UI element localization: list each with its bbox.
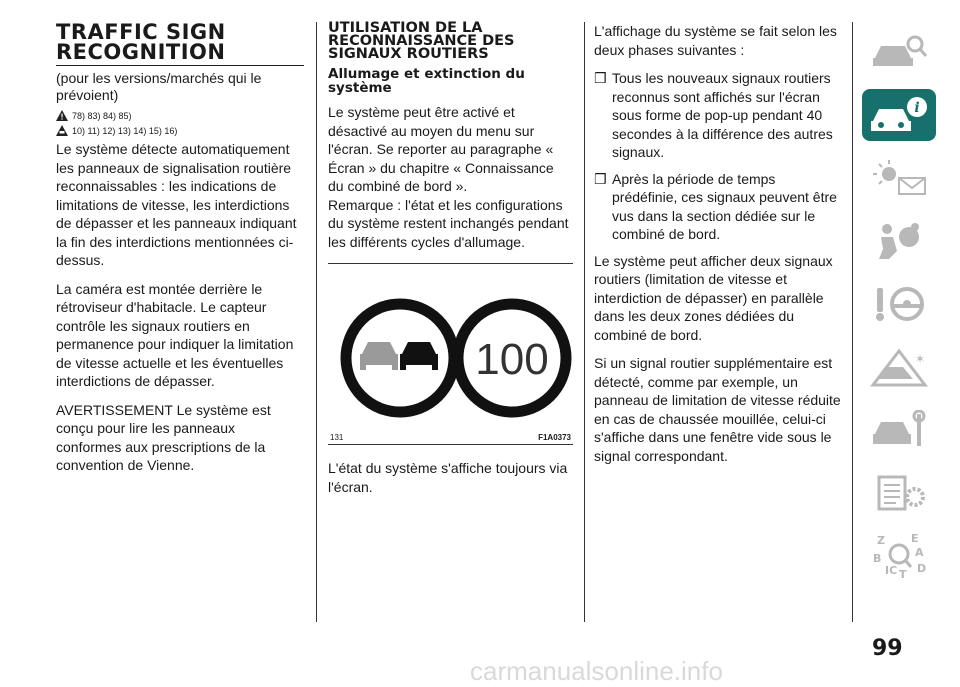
tab-emergency[interactable]	[862, 341, 936, 393]
paragraph: Le système peut être activé et désactivé au moyen du menu sur l'écran. Se reporter au paragraphe « Écran » du chapitre « Connaissance du combiné de bord ».	[328, 104, 554, 194]
tab-car-info[interactable]	[862, 89, 936, 141]
emergency-icon	[869, 347, 929, 387]
steering-icon	[869, 284, 929, 324]
figure-number: 131	[330, 433, 344, 442]
tab-specs[interactable]	[862, 467, 936, 519]
specs-icon	[869, 473, 929, 513]
paragraph: Le système détecte automatiquement les panneaux de signalisation routière reconnaissables : les indications de limitations de vitesse, les interdictions de dépasser et les panneaux indiquant la fin des interdictions mentionnées ci-dessus.	[56, 141, 297, 268]
svg-text:i: i	[914, 100, 920, 116]
section-title: UTILISATION DE LA RECONNAISSANCE DES SIGNAUX ROUTIERS	[328, 20, 515, 62]
speed-limit-value: 100	[475, 335, 549, 384]
page-number: 99	[872, 636, 903, 661]
svg-text:D: D	[917, 562, 927, 575]
list-item-text: Après la période de temps prédéfinie, ces signaux peuvent être vus dans la section dédiée sur le combiné de bord.	[612, 170, 837, 242]
chapter-sidebar	[862, 26, 940, 593]
warning-refs	[56, 110, 304, 121]
caution-refs-text: 10) 11) 12) 13) 14) 15) 16)	[72, 125, 178, 136]
availability-note: (pour les versions/marchés qui le prévoient)	[56, 70, 262, 103]
figure-code: F1A0373	[538, 433, 571, 442]
svg-text:T: T	[899, 568, 907, 580]
car-info-icon	[869, 95, 929, 135]
svg-text:IC: IC	[885, 564, 898, 577]
caution-car-icon	[56, 125, 68, 136]
column-divider	[316, 22, 317, 622]
tab-maintenance[interactable]	[862, 404, 936, 456]
figure-road-signs	[328, 263, 573, 445]
checkbox-bullet-icon: ❒	[594, 170, 607, 187]
list-item	[594, 170, 844, 244]
warning-lights-icon	[869, 158, 929, 198]
watermark: carmanualsonline.info	[470, 656, 723, 686]
maintenance-icon	[869, 410, 929, 450]
warning-refs-text: 78) 83) 84) 85)	[72, 110, 132, 121]
tab-airbag[interactable]	[862, 215, 936, 267]
column-1	[56, 22, 304, 485]
list-item-text: Tous les nouveaux signaux routiers reconnus sont affichés sur l'écran sous forme de pop-up pendant 40 secondes à la différence des autres signaux.	[612, 70, 833, 160]
section-title: TRAFFIC SIGN RECOGNITION	[56, 22, 304, 66]
subsection-title: Allumage et extinction du système	[328, 66, 525, 96]
checkbox-bullet-icon: ❒	[594, 70, 607, 86]
paragraph: L'affichage du système se fait selon les deux phases suivantes :	[594, 23, 837, 58]
column-3	[594, 22, 844, 475]
list-item	[594, 69, 844, 162]
paragraph: L'état du système s'affiche toujours via l'écran.	[328, 460, 568, 495]
column-2	[328, 22, 573, 506]
paragraph: AVERTISSEMENT Le système est conçu pour lire les panneaux conformes aux prescriptions de la convention de Vienne.	[56, 401, 271, 473]
paragraph: La caméra est montée derrière le rétroviseur d'habitacle. Le capteur contrôle les signaux routiers en permanence pour indiquer la limitation de vitesse actuelle et les éventuelles interdictions de dépasser.	[56, 280, 294, 389]
tab-index[interactable]	[862, 530, 936, 582]
warning-triangle-icon	[56, 110, 68, 121]
svg-text:A: A	[915, 546, 924, 559]
airbag-icon	[869, 221, 929, 261]
road-signs-illustration	[328, 270, 573, 430]
caution-refs	[56, 125, 304, 136]
svg-text:✶: ✶	[915, 352, 926, 366]
index-icon	[869, 532, 929, 580]
column-divider	[852, 22, 853, 622]
speed-limit-sign-icon	[458, 304, 566, 412]
column-divider	[584, 22, 585, 622]
svg-text:B: B	[873, 552, 882, 565]
tab-car-search[interactable]	[862, 26, 936, 78]
paragraph: Le système peut afficher deux signaux routiers (limitation de vitesse et interdiction de dépasser) en parallèle dans les deux zones dédiées du combiné de bord.	[594, 252, 833, 343]
tab-steering[interactable]	[862, 278, 936, 330]
svg-text:E: E	[911, 532, 919, 545]
svg-text:Z: Z	[877, 534, 885, 547]
tab-warning-lights[interactable]	[862, 152, 936, 204]
paragraph: Si un signal routier supplémentaire est détecté, comme par exemple, un panneau de limitation de vitesse réduite en cas de chaussée mouillée, celui-ci s'affiche dans une fenêtre vide sous le signal correspondant.	[594, 355, 841, 464]
paragraph: Remarque : l'état et les configurations du système restent inchangés pendant les différents cycles d'allumage.	[328, 196, 569, 250]
car-search-icon	[869, 32, 929, 72]
no-overtaking-sign-icon	[346, 304, 454, 412]
